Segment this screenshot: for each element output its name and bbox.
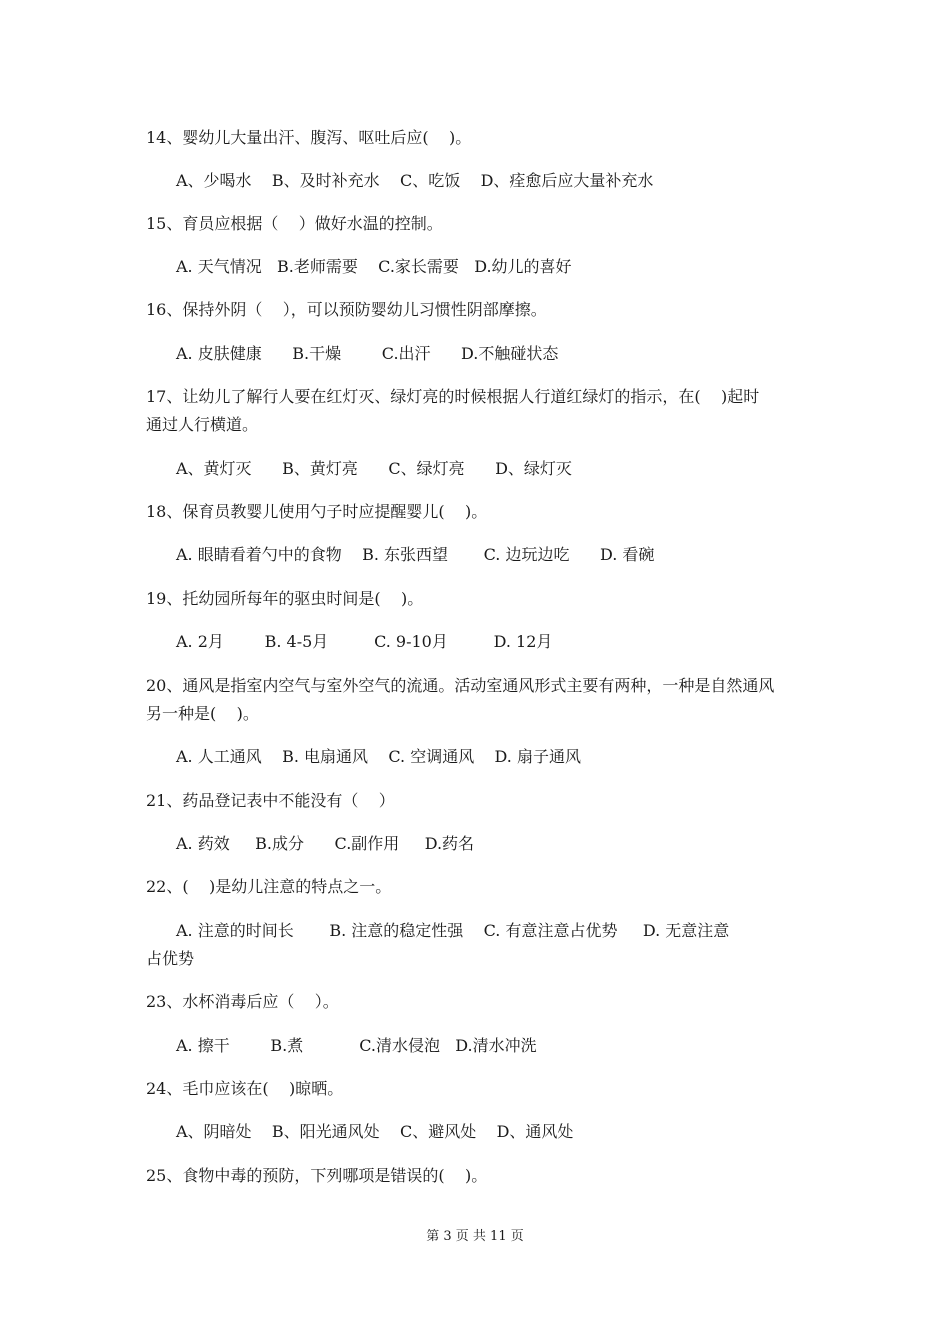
page-footer: 第 3 页 共 11 页 (426, 1229, 524, 1244)
options-16: A. 皮肤健康 B.干燥 C.出汗 D.不触碰状态 (176, 344, 559, 363)
question-14: 14、婴幼儿大量出汗、腹泻、呕吐后应( )。 (146, 128, 472, 147)
options-17: A、黄灯灭 B、黄灯亮 C、绿灯亮 D、绿灯灭 (176, 459, 572, 478)
question-19: 19、托幼园所每年的驱虫时间是( )。 (146, 589, 424, 608)
options-24: A、阴暗处 B、阳光通风处 C、避风处 D、通风处 (176, 1122, 574, 1141)
question-25: 25、食物中毒的预防，下列哪项是错误的( )。 (146, 1166, 488, 1185)
question-24: 24、毛巾应该在( )晾晒。 (146, 1079, 344, 1098)
question-20-cont: 另一种是( )。 (146, 704, 259, 723)
options-22: A. 注意的时间长 B. 注意的稳定性强 C. 有意注意占优势 D. 无意注意 (176, 921, 730, 940)
options-20: A. 人工通风 B. 电扇通风 C. 空调通风 D. 扇子通风 (176, 747, 581, 766)
question-16: 16、保持外阴（ ），可以预防婴幼儿习惯性阴部摩擦。 (146, 300, 547, 319)
options-14: A、少喝水 B、及时补充水 C、吃饭 D、痊愈后应大量补充水 (176, 171, 654, 190)
options-21: A. 药效 B.成分 C.副作用 D.药名 (176, 834, 475, 853)
question-17: 17、让幼儿了解行人要在红灯灭、绿灯亮的时候根据人行道红绿灯的指示，在( )起时 (146, 387, 760, 406)
options-22-cont: 占优势 (146, 949, 195, 968)
options-23: A. 擦干 B.煮 C.清水侵泡 D.清水冲洗 (176, 1036, 537, 1055)
options-19: A. 2月 B. 4-5月 C. 9-10月 D. 12月 (176, 632, 553, 651)
options-18: A. 眼睛看着勺中的食物 B. 东张西望 C. 边玩边吃 D. 看碗 (176, 545, 655, 564)
question-23: 23、水杯消毒后应（ ）。 (146, 992, 339, 1011)
question-21: 21、药品登记表中不能没有（ ） (146, 791, 395, 810)
question-18: 18、保育员教婴儿使用勺子时应提醒婴儿( )。 (146, 502, 488, 521)
question-20: 20、通风是指室内空气与室外空气的流通。活动室通风形式主要有两种，一种是自然通风 (146, 676, 775, 695)
options-15: A. 天气情况 B.老师需要 C.家长需要 D.幼儿的喜好 (176, 257, 572, 276)
question-22: 22、( )是幼儿注意的特点之一。 (146, 877, 392, 896)
question-17-cont: 通过人行横道。 (146, 415, 259, 434)
question-15: 15、育员应根据（ ）做好水温的控制。 (146, 214, 443, 233)
